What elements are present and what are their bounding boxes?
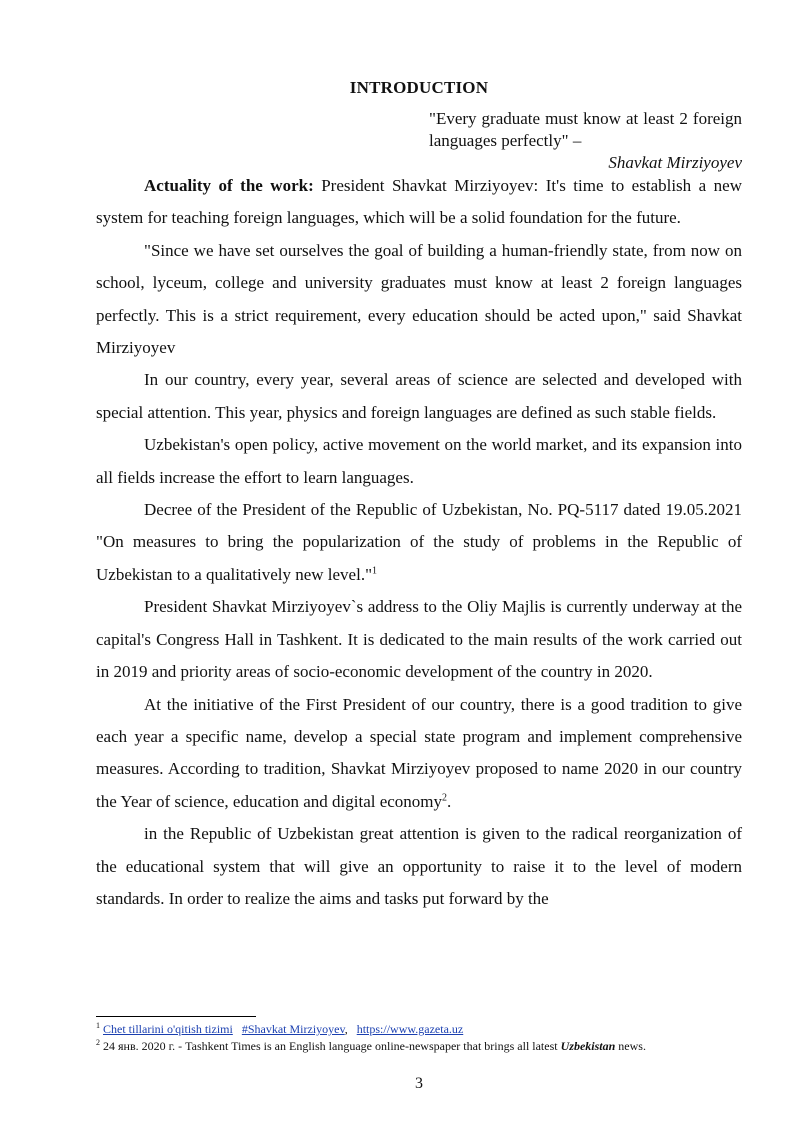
footnotes <box>96 1021 742 1055</box>
epigraph-quote: "Every graduate must know at least 2 foreign languages perfectly" – <box>429 109 742 150</box>
footnote-link-gazeta[interactable]: https://www.gazeta.uz <box>356 1022 464 1036</box>
page-number: 3 <box>415 1075 423 1092</box>
epigraph-author: Shavkat Mirziyoyev <box>608 153 742 172</box>
document-page <box>96 0 742 1131</box>
paragraph-2: "Since we have set ourselves the goal of building a human-friendly state, from now on school, lyceum, college and university graduates must know at least 2 foreign languages perfectly. This is a strict requirement, every education should be acted upon," said Shavkat Mirziyoyev <box>96 240 742 358</box>
footnote-2-end: news. <box>615 1039 646 1053</box>
paragraph-4: Uzbekistan's open policy, active movement on the world market, and its expansion into all fields increase the effort to learn languages. <box>96 435 742 487</box>
footnote-link-hashtag[interactable]: #Shavkat Mirziyoyev <box>241 1022 345 1036</box>
body-text <box>96 170 742 915</box>
footnote-1 <box>96 1021 742 1038</box>
footnote-1-number: 1 <box>96 1021 100 1030</box>
footnote-2 <box>96 1038 742 1055</box>
paragraph-lead: Actuality of the work: <box>144 176 314 195</box>
footnote-divider <box>96 1016 256 1017</box>
footnote-2-text: 24 янв. 2020 г. - Tashkent Times is an English language online-newspaper that brings all latest <box>100 1039 561 1053</box>
paragraph-5-text: Decree of the President of the Republic of Uzbekistan, No. PQ-5117 dated 19.05.2021 "On measures to bring the popularization of the study of problems in the Republic of Uzbekistan to a qualitatively new level." <box>96 500 742 584</box>
epigraph <box>429 108 742 174</box>
footnote-2-bold: Uzbekistan <box>560 1039 616 1053</box>
paragraph-1 <box>96 170 742 235</box>
paragraph-7 <box>96 689 742 819</box>
footnote-ref-1[interactable]: 1 <box>372 565 378 577</box>
page-title: INTRODUCTION <box>349 78 489 97</box>
paragraph-1-text: President Shavkat Mirziyoyev: It's time to establish a new system for teaching foreign languages, which will be a solid foundation for the future. <box>96 176 742 228</box>
paragraph-3: In our country, every year, several areas of science are selected and developed with special attention. This year, physics and foreign languages are defined as such stable fields. <box>96 370 742 422</box>
paragraph-6: President Shavkat Mirziyoyev`s address to the Oliy Majlis is currently underway at the capital's Congress Hall in Tashkent. It is dedicated to the main results of the work carried out in 2019 and priority areas of socio-economic development of the country in 2020. <box>96 597 742 682</box>
paragraph-7-text: At the initiative of the First President of our country, there is a good tradition to give each year a specific name, develop a special state program and implement comprehensive measures. According to tradition, Shavkat Mirziyoyev proposed to name 2020 in our country the Year of science, education and digital economy <box>96 694 742 811</box>
paragraph-8: in the Republic of Uzbekistan great attention is given to the radical reorganization of the educational system that will give an opportunity to raise it to the level of modern standards. In order to realize the aims and tasks put forward by the <box>96 824 742 908</box>
footnote-link-chet-tillarini[interactable]: Chet tillarini o'qitish tizimi <box>103 1022 233 1036</box>
footnote-ref-2[interactable]: 2 <box>442 792 448 804</box>
paragraph-7-end: . <box>447 791 452 811</box>
footnote-separator: , <box>344 1022 348 1036</box>
paragraph-5 <box>96 494 742 591</box>
footnote-2-number: 2 <box>96 1038 100 1047</box>
